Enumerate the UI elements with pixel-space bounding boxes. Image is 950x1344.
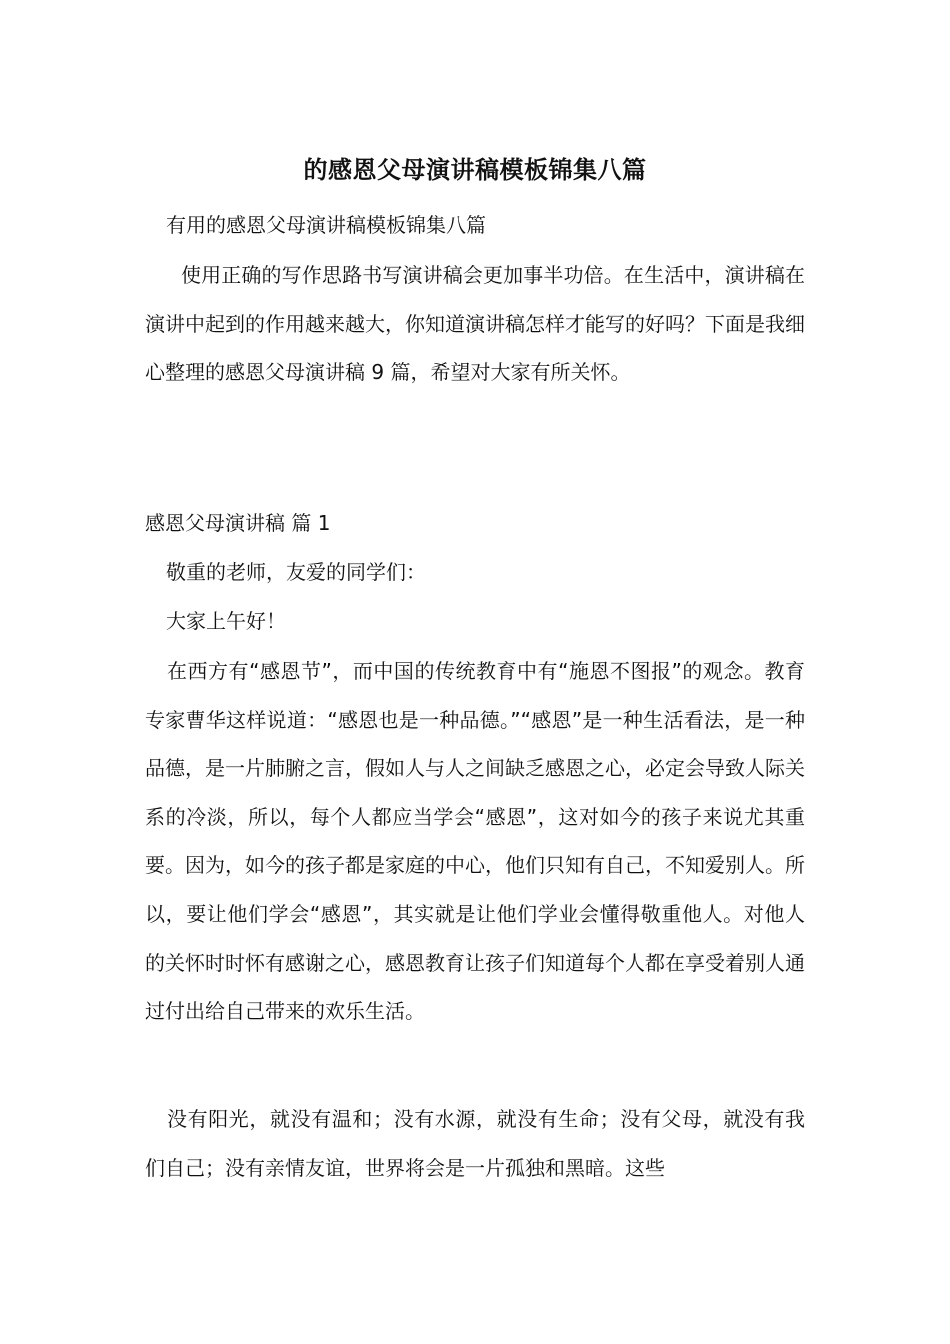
greeting: 大家上午好！	[166, 609, 286, 633]
body-paragraph-1: 在西方有“感恩节”，而中国的传统教育中有“施恩不图报”的观念。教育专家曹华这样说道：“感恩也是一种品德。”“感恩”是一种生活看法，是一种品德，是一片肺腑之言，假如人与人之间缺乏感恩之心，必定会导致人际关系的冷淡，所以，每个人都应当学会“感恩”，这对如今的孩子来说尤其重要。因为，如今的孩子都是家庭的中心，他们只知有自己，不知爱别人。所以，要让他们学会“感恩”，其实就是让他们学业会懂得敬重他人。对他人的关怀时时怀有感谢之心，感恩教育让孩子们知道每个人都在享受着别人通过付出给自己带来的欢乐生活。	[145, 659, 805, 1024]
section-heading: 感恩父母演讲稿 篇 1	[145, 511, 331, 535]
intro-paragraph: 使用正确的写作思路书写演讲稿会更加事半功倍。在生活中，演讲稿在演讲中起到的作用越来越大，你知道演讲稿怎样才能写的好吗？下面是我细心整理的感恩父母演讲稿 9 篇，希望对大家有所关怀。	[145, 263, 805, 385]
salutation: 敬重的老师，友爱的同学们：	[166, 560, 426, 584]
document-title: 的感恩父母演讲稿模板锦集八篇	[303, 156, 647, 184]
document-subtitle: 有用的感恩父母演讲稿模板锦集八篇	[166, 213, 486, 237]
body-paragraph-2: 没有阳光，就没有温和；没有水源，就没有生命；没有父母，就没有我们自己；没有亲情友谊，世界将会是一片孤独和黑暗。这些	[145, 1107, 805, 1180]
